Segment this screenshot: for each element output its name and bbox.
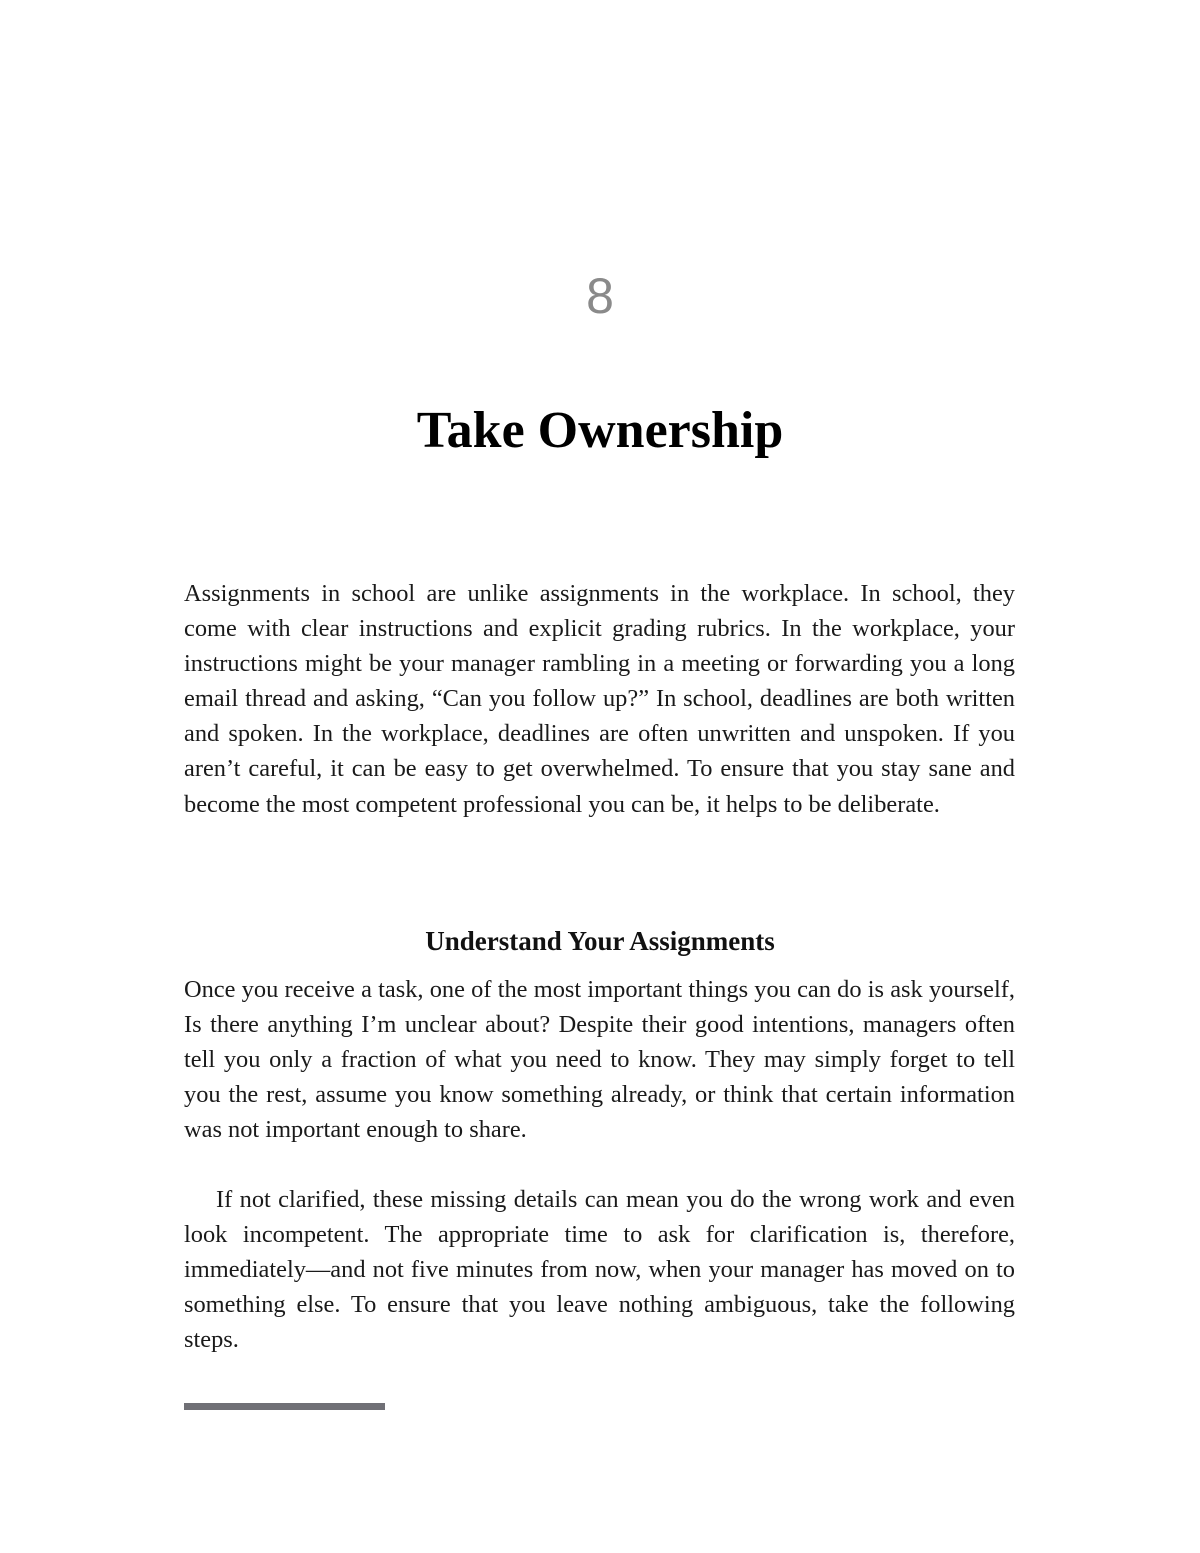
section-paragraph-2: If not clarified, these missing details can mean you do the wrong work and even look incompetent. The appropriate time to ask for clarification is, therefore, immediately—and not five minutes from now, when your manager has moved on to something else. To ensure that you leave nothing ambiguous, take the following steps.	[184, 1186, 1015, 1354]
section-paragraph-1: Once you receive a task, one of the most important things you can do is ask yourself, Is there anything I’m unclear about? Despite their good intentions, managers often tell you only a fraction of what you need to know. They may simply forget to tell you the rest, assume you know something already, or think that certain information was not important enough to share.	[184, 976, 1015, 1144]
chapter-number: 8	[586, 268, 614, 324]
section-heading: Understand Your Assignments	[425, 926, 775, 956]
intro-paragraph: Assignments in school are unlike assignments in the workplace. In school, they come with clear instructions and explicit grading rubrics. In the workplace, your instructions might be your manager rambling in a meeting or forwarding you a long email thread and asking, “Can you follow up?” In school, deadlines are both written and spoken. In the workplace, deadlines are often unwritten and unspoken. If you aren’t careful, it can be easy to get overwhelmed. To ensure that you stay sane and become the most competent professional you can be, it helps to be deliberate.	[184, 580, 1015, 818]
chapter-title: Take Ownership	[416, 402, 784, 459]
footnote-rule	[184, 1403, 385, 1410]
